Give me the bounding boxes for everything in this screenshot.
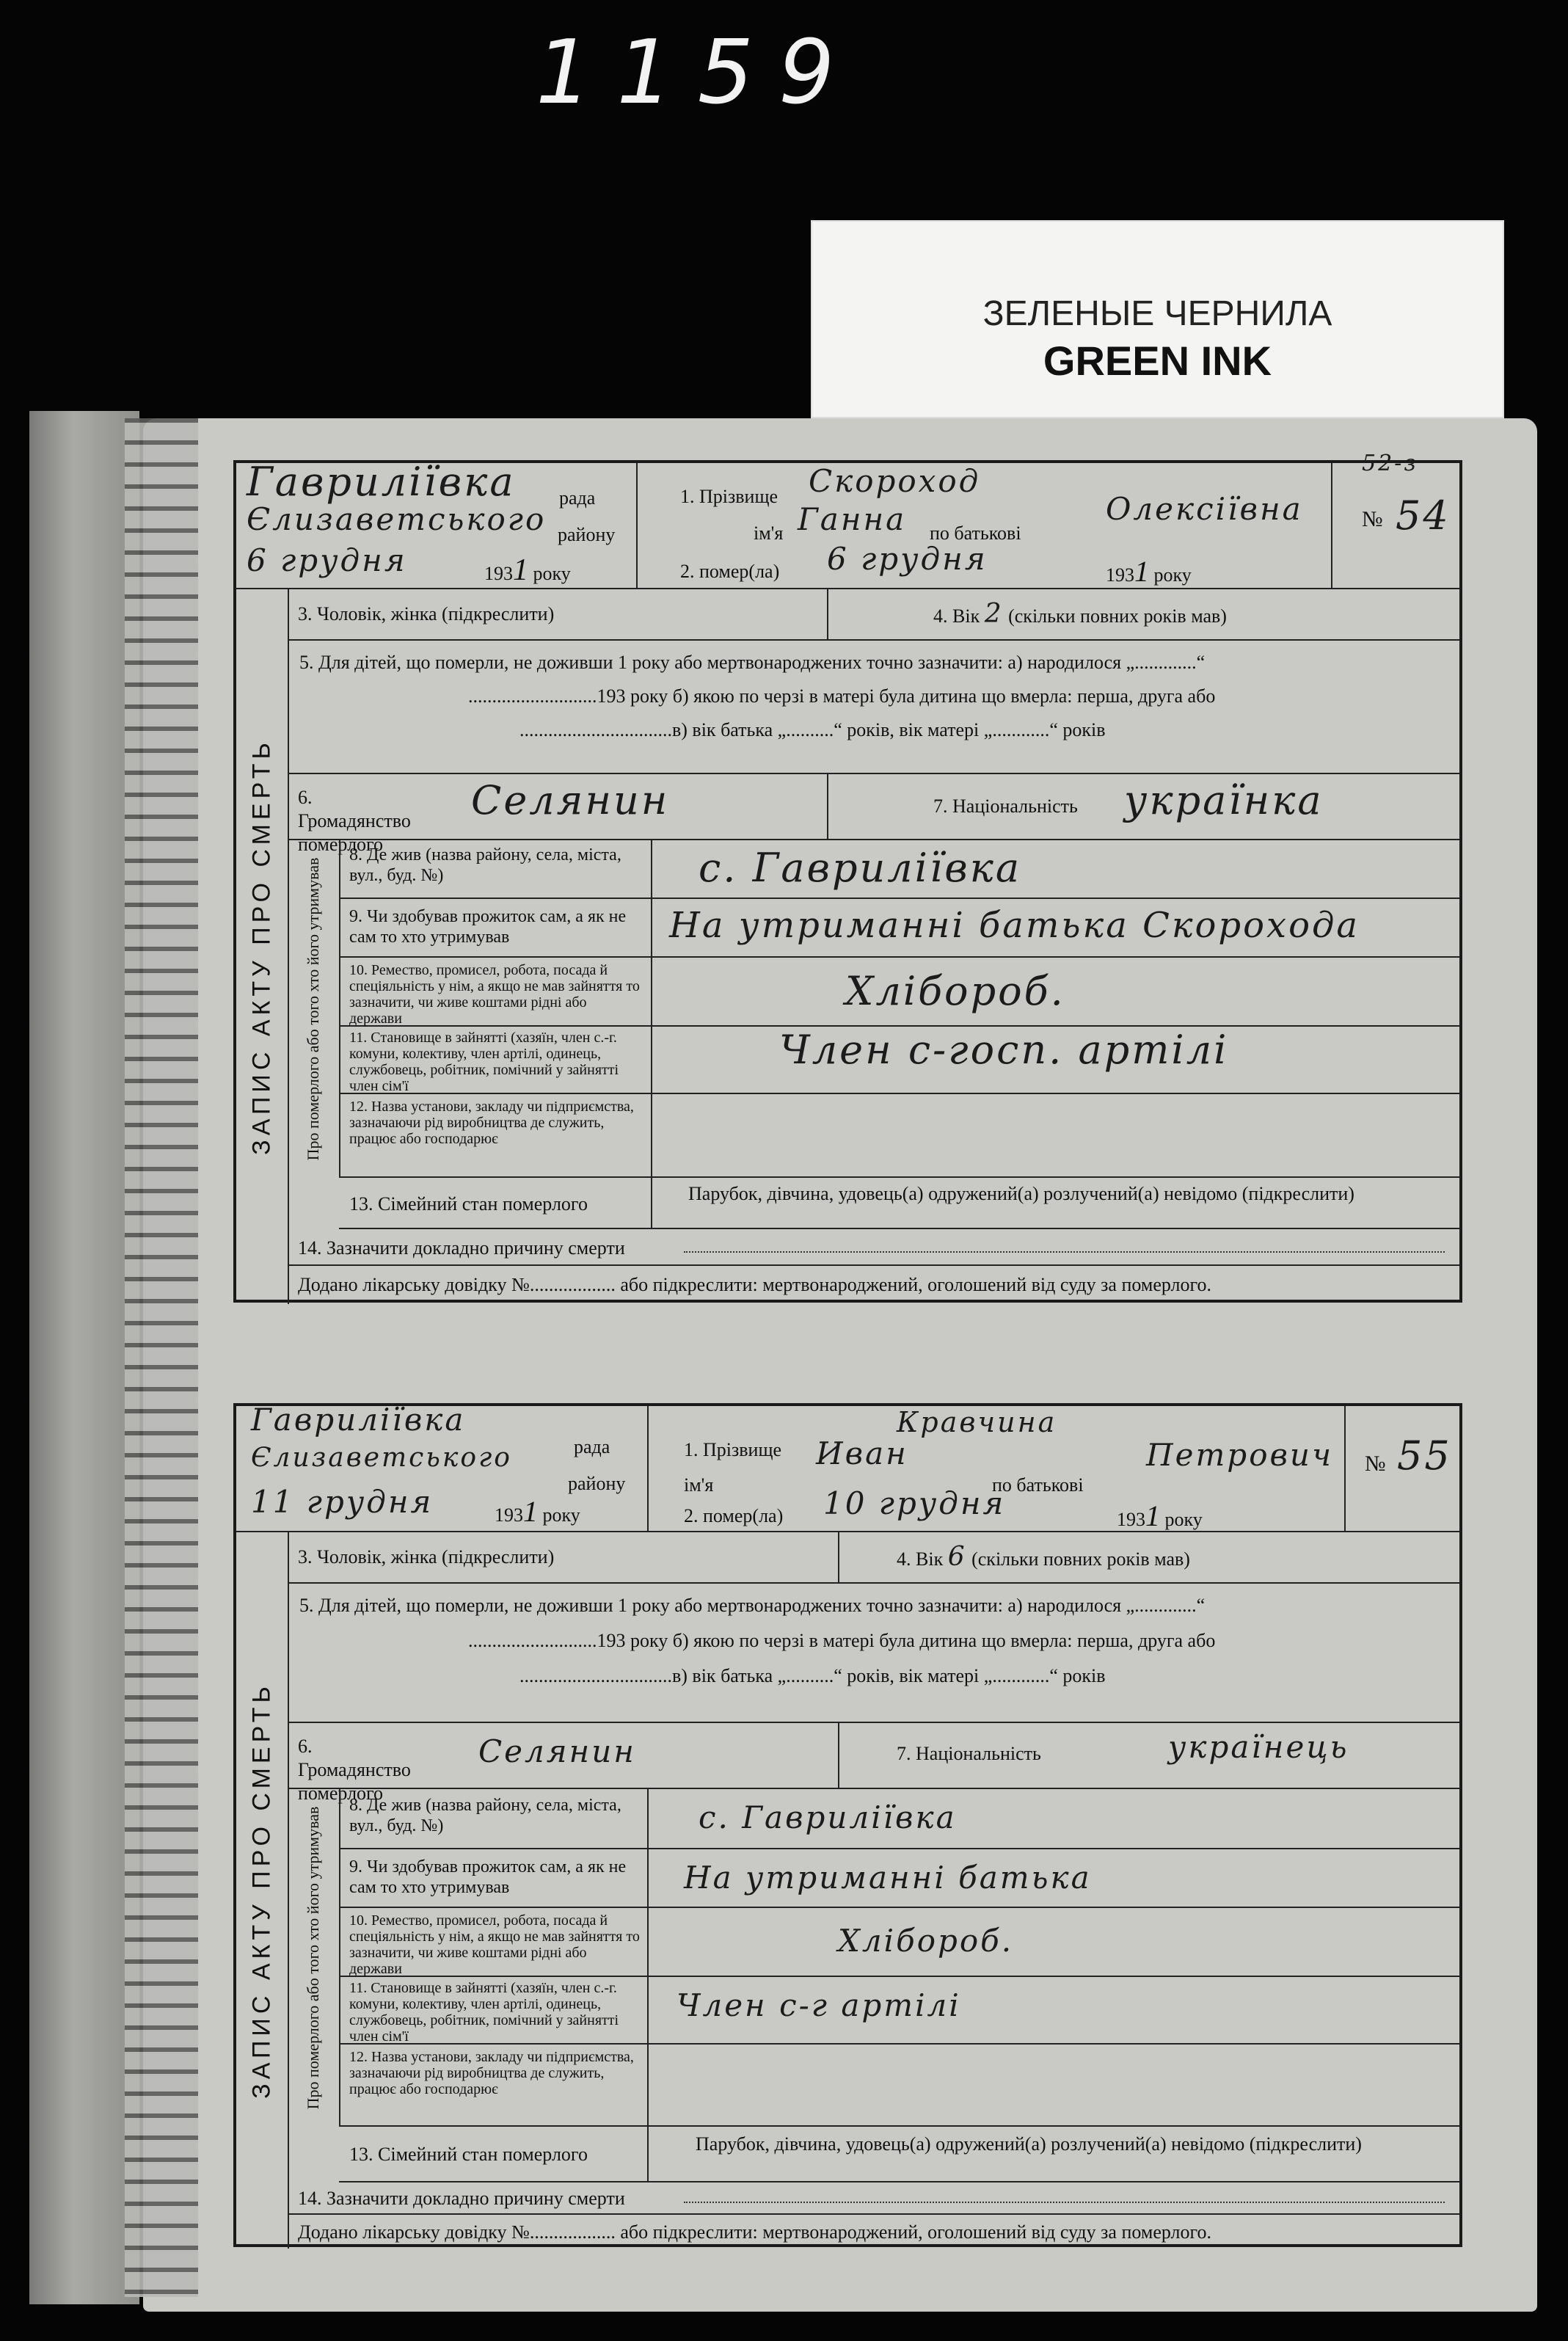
child-death-section-2: [288, 1584, 1459, 1723]
district-handwritten-2: Єлизаветського: [251, 1443, 512, 1473]
age-label: 4. Вік: [933, 605, 980, 627]
citizenship-label: 6. Громадянство померлого: [298, 787, 411, 855]
reg-date-handwritten-2: 11 грудня: [251, 1484, 434, 1520]
surname-handwritten-2: Кравчина: [897, 1406, 1057, 1438]
year-prefix: 193: [484, 563, 513, 584]
position-handwritten-2: Член с-г артілі: [677, 1987, 961, 2023]
green-ink-en: GREEN INK: [1043, 338, 1272, 384]
support-label-2: 9. Чи здобував прожиток сам, а як не сам то хто утримував: [349, 1857, 627, 1897]
residence-label: 8. Де жив (назва району, села, міста, вул., буд. №): [349, 845, 621, 885]
patronymic-label: по батькові: [930, 523, 1021, 544]
side-subtitle: Про померлого або того хто його утримував: [288, 840, 340, 1178]
died-label: 2. помер(ла): [680, 561, 780, 582]
death-date-handwritten-2: 10 грудня: [823, 1485, 1006, 1521]
death-year-digit-2: 1: [1145, 1499, 1160, 1532]
child-line-3: ................................в) вік батька „..........“ років, вік матері „............“ років: [519, 719, 1106, 740]
death-date-handwritten: 6 грудня: [827, 541, 988, 577]
occupation-label: 10. Ремество, промисел, робота, посада й спеціяльність у нім, а якщо не мав зайняття то зазначити, чи живе коштами рідні або держави: [349, 962, 640, 1027]
death-record-54: [233, 451, 1462, 1303]
age-handwritten: 2: [984, 599, 1004, 629]
registration-block: [236, 459, 636, 588]
green-ink-label: [811, 220, 1504, 418]
reg-year-digit-2: 1: [523, 1495, 538, 1528]
support-label: 9. Чи здобував прожиток сам, а як не сам то хто утримував: [349, 907, 627, 947]
first-name-handwritten: Ганна: [798, 501, 907, 537]
nationality-label: 7. Національність: [933, 795, 1078, 817]
support-handwritten: На утриманні батька Скорохода: [669, 905, 1360, 946]
position-handwritten: Член с-госп. артілі: [779, 1027, 1229, 1073]
side-title-2: ЗАПИС АКТУ ПРО СМЕРТЬ: [236, 1532, 289, 2249]
citizenship-handwritten-2: Селянин: [478, 1733, 636, 1769]
record-number-box: [1331, 451, 1459, 588]
died-label-2: 2. помер(ла): [684, 1505, 784, 1526]
roku-label-2: року: [542, 1504, 580, 1526]
nationality-handwritten-2: українець: [1168, 1729, 1349, 1765]
year-prefix-2: 193: [495, 1504, 523, 1526]
record-number-box-2: [1344, 1406, 1462, 1531]
reg-date-handwritten: 6 грудня: [247, 542, 407, 578]
age-label-2: 4. Вік: [897, 1548, 944, 1570]
rada-label: рада: [559, 487, 596, 509]
surname-label-2: 1. Прізвище: [684, 1439, 782, 1460]
citizenship-handwritten: Селянин: [471, 777, 670, 823]
roku-label: року: [533, 563, 571, 584]
death-roku-label: року: [1153, 564, 1192, 586]
reg-year-digit: 1: [513, 553, 528, 587]
previous-page-edge: [29, 411, 139, 2304]
side-subtitle-2: Про померлого або того хто його утримував: [288, 1789, 340, 2127]
institution-label-2: 12. Назва установи, закладу чи підприємства, зазначаючи рід виробництва де служить, працює або господарює: [349, 2049, 634, 2097]
district-handwritten: Єлизаветського: [247, 501, 547, 537]
record-number-2: 55: [1397, 1432, 1452, 1479]
age-suffix: (скільки повних років мав): [1008, 605, 1227, 627]
marital-label-2: 13. Сімейний стан померлого: [349, 2144, 588, 2165]
raionu-label: району: [558, 524, 616, 545]
name-label-2: ім'я: [684, 1474, 714, 1496]
death-record-55: [233, 1403, 1462, 2247]
marital-label: 13. Сімейний стан померлого: [349, 1193, 588, 1215]
village-handwritten-2: Гавриліївка: [251, 1402, 466, 1438]
patronymic-handwritten: Олексіївна: [1106, 491, 1303, 527]
occupation-handwritten-2: Хлібороб.: [838, 1923, 1014, 1959]
cause-label-2: 14. Зазначити докладно причину смерти: [298, 2188, 625, 2209]
death-year-prefix-2: 193: [1117, 1509, 1145, 1530]
village-handwritten: Гавриліївка: [247, 459, 516, 505]
book-binding: [125, 418, 198, 2297]
death-year-digit: 1: [1134, 555, 1149, 588]
death-year-prefix: 193: [1106, 564, 1134, 586]
name-label: ім'я: [754, 523, 784, 544]
residence-label-2: 8. Де жив (назва району, села, міста, вул., буд. №): [349, 1796, 621, 1835]
marital-options: Парубок, дівчина, удовець(а) одружений(а) розлучений(а) невідомо (підкреслити): [688, 1183, 1354, 1204]
position-label: 11. Становище в зайнятті (хазяїн, член с.-г. комуни, колективу, член артілі, одинець, службовець, робітник, помічний у зайнятті член сім'ї: [349, 1030, 619, 1094]
side-title: ЗАПИС АКТУ ПРО СМЕРТЬ: [236, 589, 289, 1304]
patronymic-label-2: по батькові: [992, 1474, 1084, 1496]
surname-handwritten: Скороход: [809, 463, 981, 499]
child-line-1: 5. Для дітей, що померли, не доживши 1 року або мертвонароджених точно зазначити: а) народилося „.............“: [299, 652, 1206, 673]
marital-options-2: Парубок, дівчина, удовець(а) одружений(а) розлучений(а) невідомо (підкреслити): [696, 2133, 1362, 2155]
archive-number: 1159: [536, 22, 860, 124]
citizenship-label-2: 6. Громадянство померлого: [298, 1736, 411, 1804]
residence-handwritten: с. Гавриліївка: [699, 845, 1022, 891]
number-prefix-2: №: [1365, 1452, 1386, 1476]
sex-label-2: 3. Чоловік, жінка (підкреслити): [298, 1546, 555, 1568]
residence-handwritten-2: с. Гавриліївка: [699, 1799, 957, 1835]
medical-cert-note: Додано лікарську довідку №.................. або підкреслити: мертвонароджений, оголошений від суду за померлого.: [298, 1274, 1212, 1295]
position-label-2: 11. Становище в зайнятті (хазяїн, член с.-г. комуни, колективу, член артілі, одинець, службовець, робітник, помічний у зайнятті член сім'ї: [349, 1980, 619, 2045]
surname-label: 1. Прізвище: [680, 486, 778, 507]
number-prefix: №: [1362, 507, 1383, 531]
child-line-3-2: ................................в) вік батька „..........“ років, вік матері „............“ років: [519, 1665, 1106, 1686]
green-ink-ru: ЗЕЛЕНЫЕ ЧЕРНИЛА: [982, 294, 1332, 333]
nationality-label-2: 7. Національність: [897, 1743, 1041, 1764]
medical-cert-note-2: Додано лікарську довідку №.................. або підкреслити: мертвонароджений, оголошений від суду за померлого.: [298, 2221, 1212, 2243]
raionu-label-2: району: [568, 1473, 626, 1494]
child-line-2: ...........................193 року б) якою по черзі в матері була дитина що вмерла: перша, друга або: [468, 685, 1216, 707]
age-suffix-2: (скільки повних років мав): [971, 1548, 1190, 1570]
institution-label: 12. Назва установи, закладу чи підприємства, зазначаючи рід виробництва де служить, працює або господарює: [349, 1099, 634, 1147]
rada-label-2: рада: [574, 1436, 610, 1457]
occupation-label-2: 10. Ремество, промисел, робота, посада й спеціяльність у нім, а якщо не мав зайняття то зазначити, чи живе коштами рідні або держави: [349, 1912, 640, 1977]
death-roku-label-2: року: [1164, 1509, 1203, 1530]
first-name-handwritten-2: Иван: [816, 1435, 908, 1471]
record-number: 54: [1396, 492, 1451, 539]
age-handwritten-2: 6: [947, 1542, 967, 1572]
sex-label: 3. Чоловік, жінка (підкреслити): [298, 603, 555, 625]
patronymic-handwritten-2: Петрович: [1146, 1437, 1334, 1473]
occupation-handwritten: Хлібороб.: [845, 968, 1065, 1014]
record-number-note: 52-з: [1362, 451, 1418, 476]
cause-label: 14. Зазначити докладно причину смерти: [298, 1237, 625, 1259]
support-handwritten-2: На утриманні батька: [684, 1860, 1092, 1896]
registration-block-2: [236, 1402, 647, 1531]
child-line-2-2: ...........................193 року б) якою по черзі в матері була дитина що вмерла: перша, друга або: [468, 1630, 1216, 1651]
child-death-section: [288, 641, 1459, 774]
nationality-handwritten: українка: [1124, 777, 1324, 823]
child-line-1-2: 5. Для дітей, що померли, не доживши 1 року або мертвонароджених точно зазначити: а) народилося „.............“: [299, 1595, 1206, 1616]
